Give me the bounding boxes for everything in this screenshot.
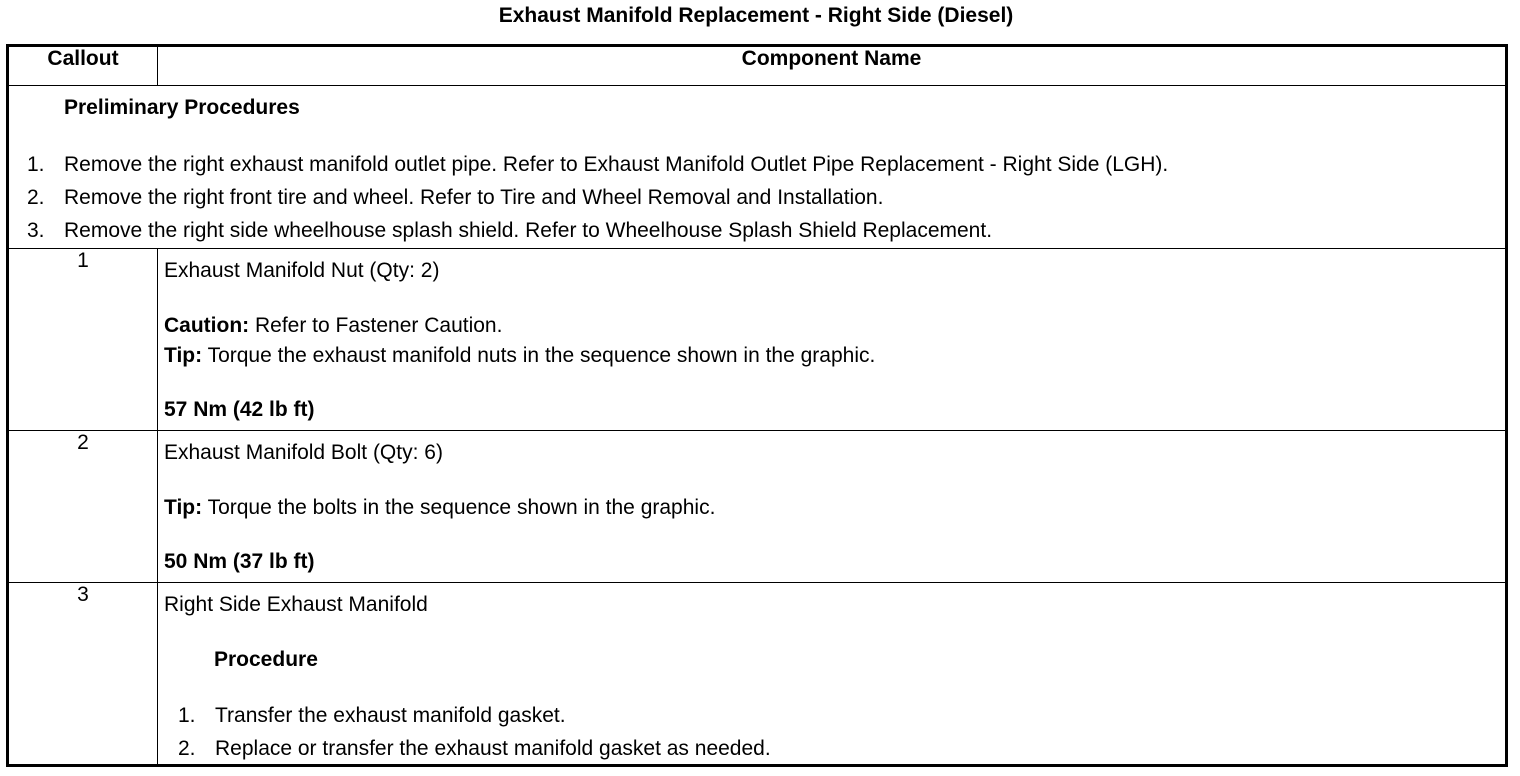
tip-note bbox=[164, 494, 715, 522]
callout-number: 3 bbox=[8, 583, 158, 766]
step-number: 2. bbox=[27, 186, 45, 209]
step-text: Remove the right exhaust manifold outlet pipe. Refer to Exhaust Manifold Outlet Pipe Replacement - Right Side (LGH). bbox=[64, 153, 1169, 176]
step-number: 3. bbox=[27, 219, 45, 242]
component-cell bbox=[158, 583, 1507, 766]
preliminary-procedures-row bbox=[8, 86, 1507, 249]
document-title: Exhaust Manifold Replacement - Right Side (Diesel) bbox=[498, 4, 1014, 27]
component-name: Exhaust Manifold Nut (Qty: 2) bbox=[164, 259, 440, 282]
preliminary-step bbox=[27, 148, 1168, 181]
table-header-row bbox=[8, 46, 1507, 86]
preliminary-step bbox=[27, 181, 1168, 214]
preliminary-procedures-title: Preliminary Procedures bbox=[64, 96, 300, 119]
caution-note bbox=[164, 312, 502, 340]
table-row bbox=[8, 583, 1507, 766]
tip-text: Torque the exhaust manifold nuts in the sequence shown in the graphic. bbox=[202, 344, 876, 367]
callout-column-header: Callout bbox=[8, 46, 158, 86]
step-number: 2. bbox=[178, 737, 196, 760]
step-number: 1. bbox=[27, 153, 45, 176]
preliminary-step bbox=[27, 214, 1168, 247]
table-row bbox=[8, 431, 1507, 583]
table-row bbox=[8, 249, 1507, 431]
tip-text: Torque the bolts in the sequence shown in the graphic. bbox=[202, 496, 716, 519]
callout-number: 1 bbox=[8, 249, 158, 431]
component-name-column-header: Component Name bbox=[158, 46, 1507, 86]
caution-text: Refer to Fastener Caution. bbox=[249, 314, 503, 337]
procedure-step bbox=[178, 699, 771, 732]
step-text: Transfer the exhaust manifold gasket. bbox=[215, 704, 566, 727]
step-number: 1. bbox=[178, 704, 196, 727]
torque-spec: 57 Nm (42 lb ft) bbox=[164, 398, 315, 421]
torque-spec: 50 Nm (37 lb ft) bbox=[164, 550, 315, 573]
component-cell bbox=[158, 249, 1507, 431]
preliminary-steps-list bbox=[27, 148, 1168, 247]
tip-label: Tip: bbox=[164, 344, 203, 367]
procedure-title: Procedure bbox=[214, 648, 318, 671]
tip-label: Tip: bbox=[164, 496, 203, 519]
preliminary-procedures-cell bbox=[8, 86, 1507, 249]
procedure-step bbox=[178, 732, 771, 765]
tip-note bbox=[164, 342, 875, 370]
component-table bbox=[6, 44, 1508, 767]
component-name: Exhaust Manifold Bolt (Qty: 6) bbox=[164, 441, 443, 464]
step-text: Remove the right front tire and wheel. Refer to Tire and Wheel Removal and Installation. bbox=[64, 186, 884, 209]
component-name: Right Side Exhaust Manifold bbox=[164, 593, 428, 616]
procedure-steps-list bbox=[178, 699, 771, 765]
callout-number: 2 bbox=[8, 431, 158, 583]
step-text: Remove the right side wheelhouse splash shield. Refer to Wheelhouse Splash Shield Replacement. bbox=[64, 219, 993, 242]
step-text: Replace or transfer the exhaust manifold gasket as needed. bbox=[215, 737, 771, 760]
component-cell bbox=[158, 431, 1507, 583]
caution-label: Caution: bbox=[164, 314, 250, 337]
